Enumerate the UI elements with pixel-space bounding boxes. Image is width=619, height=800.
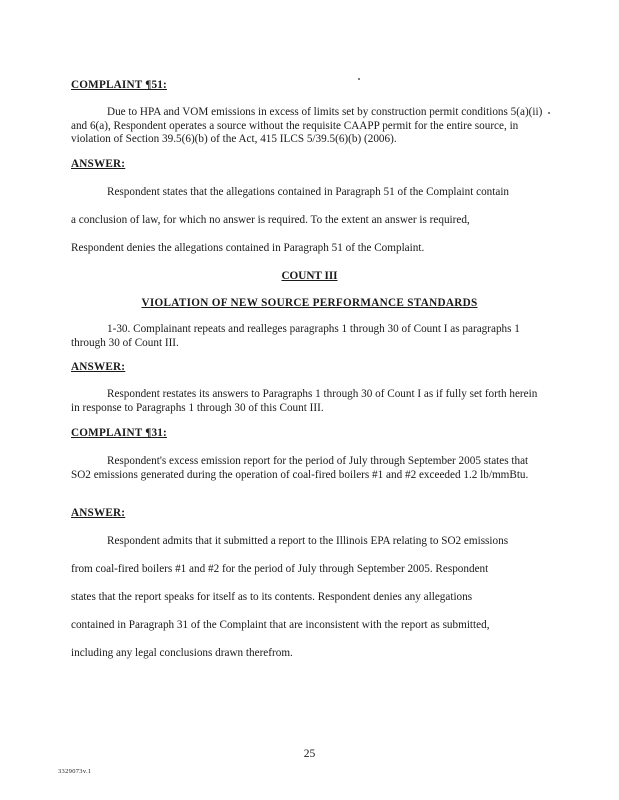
document-id: 3329073v.1 [58,768,92,775]
complaint-51-text: Due to HPA and VOM emissions in excess of limits set by construction permit conditions 5(a)(ii) and 6(a), Respondent operates a source without the requisite CAAPP permit for the entire source, in violation of Section 39.5(6)(b) of the Act, 415 ILCS 5/39.5(6)(b) (2006). [71,106,543,145]
answer-31-line-4: contained in Paragraph 31 of the Complaint that are inconsistent with the report as submitted, [71,619,490,631]
complaint-51-body [71,106,547,147]
answer-1-30-heading: ANSWER: [71,361,126,373]
complaint-31-heading: COMPLAINT ¶31: [71,427,167,439]
complaint-51-heading: COMPLAINT ¶51: [71,79,167,91]
paragraph-1-30-text: 1-30. Complainant repeats and realleges paragraphs 1 through 30 of Count I as paragraphs 1 through 30 of Count III. [71,323,520,349]
answer-1-30-text: Respondent restates its answers to Paragraphs 1 through 30 of Count I as if fully set forth herein in response to Paragraphs 1 through 30 of this Count III. [71,388,538,414]
answer-31-line-1: Respondent admits that it submitted a report to the Illinois EPA relating to SO2 emissions [107,535,509,547]
scan-speck [548,112,550,114]
count-title: COUNT III [281,270,338,282]
answer-51-line-1: Respondent states that the allegations contained in Paragraph 51 of the Complaint contain [107,186,510,198]
answer-51-line-3: Respondent denies the allegations contained in Paragraph 51 of the Complaint. [71,242,425,254]
answer-1-30-body [71,388,547,415]
answer-51-heading: ANSWER: [71,158,126,170]
complaint-31-body [71,455,547,482]
answer-31-heading: ANSWER: [71,507,126,519]
complaint-31-text: Respondent's excess emission report for the period of July through September 2005 states that SO2 emissions generated during the operation of coal-fired boilers #1 and #2 exceeded 1.2 lb/mmBtu. [71,455,529,481]
answer-51-line-2: a conclusion of law, for which no answer is required. To the extent an answer is required, [71,214,470,226]
paragraph-1-30 [71,323,547,350]
answer-31-line-3: states that the report speaks for itself as to its contents. Respondent denies any allegations [71,591,473,603]
answer-31-line-5: including any legal conclusions drawn therefrom. [71,647,293,659]
answer-31-line-2: from coal-fired boilers #1 and #2 for the period of July through September 2005. Respondent [71,563,489,575]
page-number: 25 [303,748,316,760]
count-subtitle: VIOLATION OF NEW SOURCE PERFORMANCE STANDARDS [141,297,478,309]
